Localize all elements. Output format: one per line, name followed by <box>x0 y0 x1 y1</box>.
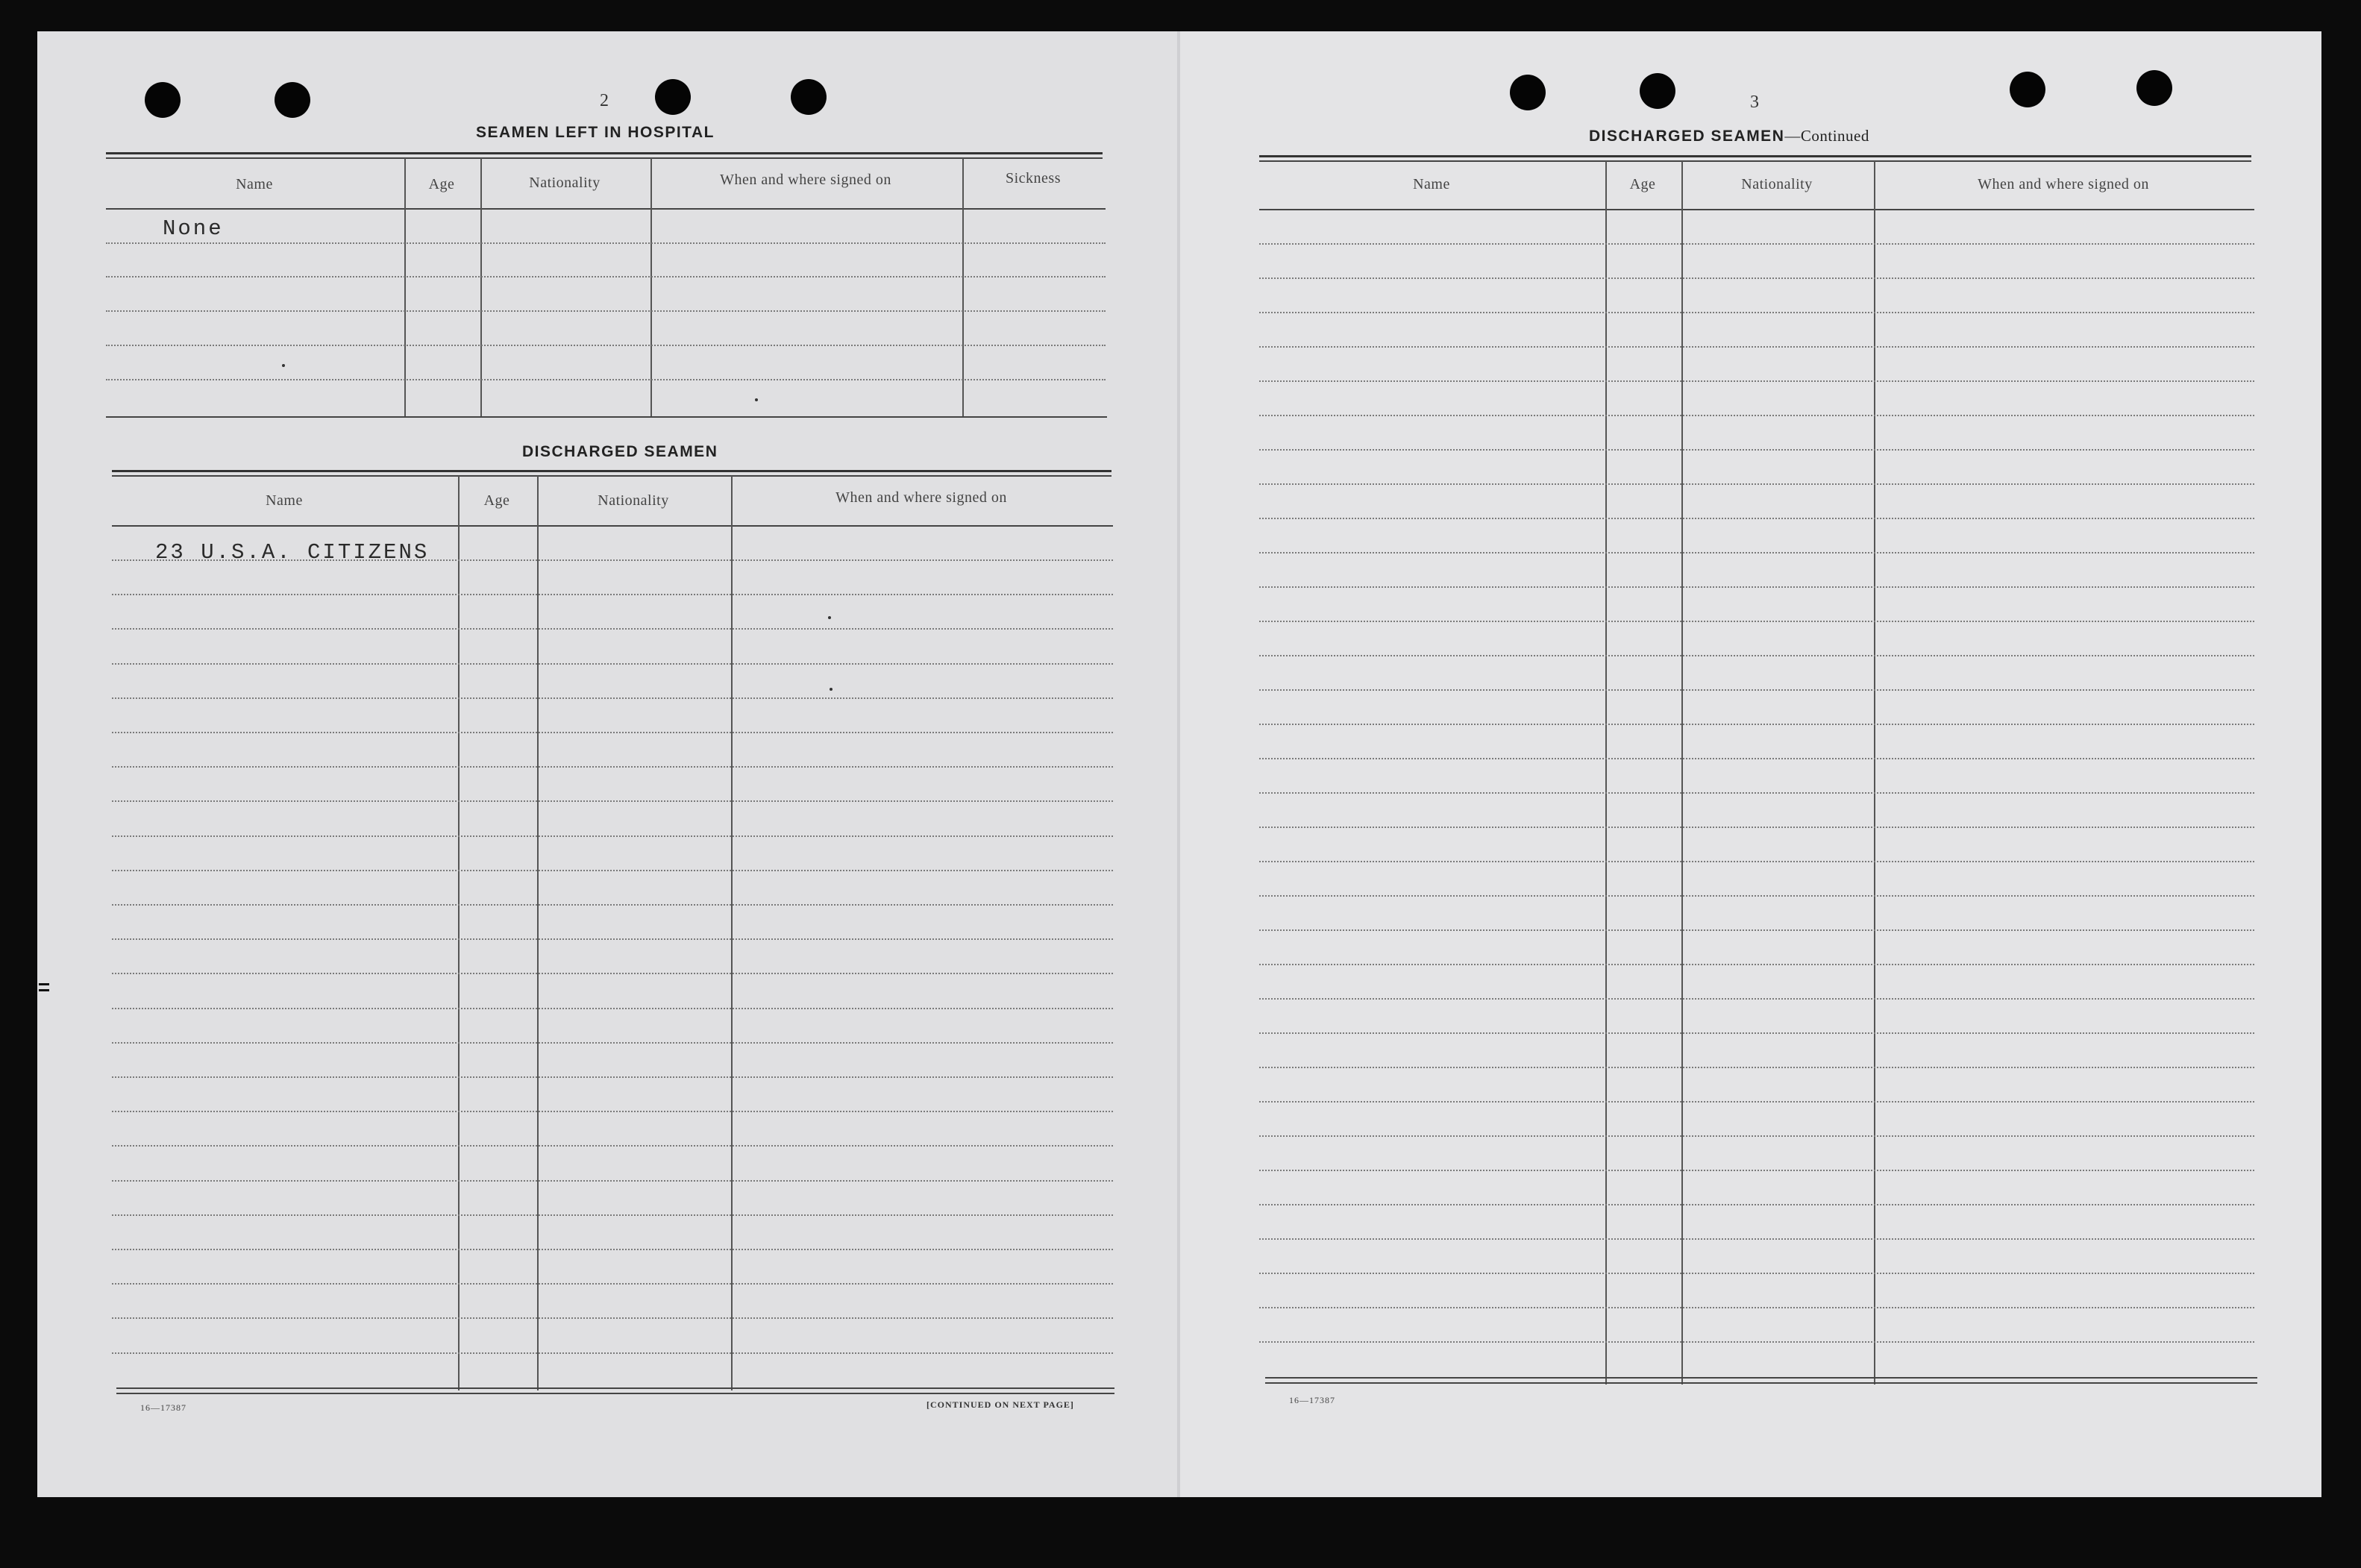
discharged-continued-title <box>1589 127 1869 145</box>
table-top-rule <box>1259 155 2251 157</box>
row-line <box>106 345 1106 346</box>
row-line <box>1259 655 2254 656</box>
row-line <box>1259 449 2254 451</box>
col-signed-on: When and where signed on <box>720 172 891 188</box>
row-line <box>1259 724 2254 725</box>
row-line <box>112 1145 1113 1147</box>
row-line <box>1259 1307 2254 1308</box>
column-divider <box>731 476 733 1390</box>
punch-hole <box>1640 73 1675 109</box>
row-line <box>112 732 1113 733</box>
row-line <box>1259 929 2254 931</box>
row-line <box>1259 518 2254 519</box>
header-rule <box>106 208 1106 210</box>
table-top-rule <box>1259 160 2251 162</box>
row-line <box>112 1352 1113 1354</box>
col-nationality: Nationality <box>529 175 601 191</box>
row-line <box>1259 792 2254 794</box>
row-line <box>1259 998 2254 1000</box>
col-name: Name <box>1413 176 1450 192</box>
row-line <box>1259 1135 2254 1137</box>
ink-speck <box>828 616 831 619</box>
row-line <box>112 1180 1113 1182</box>
punch-hole <box>145 82 181 118</box>
row-line <box>1259 415 2254 416</box>
col-name: Name <box>266 492 303 509</box>
table-bottom-rule <box>116 1393 1114 1394</box>
right-page <box>1180 31 2321 1497</box>
row-line <box>106 379 1106 380</box>
row-line <box>1259 552 2254 553</box>
title-suffix: —Continued <box>1784 127 1869 145</box>
row-line <box>1259 312 2254 313</box>
left-page <box>37 31 1179 1497</box>
row-line <box>1259 861 2254 862</box>
row-line <box>1259 1204 2254 1205</box>
punch-hole <box>1510 75 1546 110</box>
col-name: Name <box>236 176 273 192</box>
row-line <box>1259 621 2254 622</box>
punch-hole <box>655 79 691 115</box>
ink-speck <box>755 398 758 401</box>
punch-hole <box>275 82 310 118</box>
row-line <box>112 1008 1113 1009</box>
row-line <box>112 766 1113 768</box>
page-number-right: 3 <box>1750 92 1759 112</box>
column-divider <box>1681 161 1683 1384</box>
edge-mark <box>39 983 49 985</box>
ink-speck <box>830 688 833 691</box>
row-line <box>112 973 1113 974</box>
col-sickness: Sickness <box>1006 170 1061 186</box>
table-top-rule <box>112 470 1111 472</box>
row-line <box>112 628 1113 630</box>
row-line <box>112 1283 1113 1285</box>
row-line <box>112 938 1113 940</box>
row-line <box>106 276 1106 277</box>
row-line <box>112 1111 1113 1112</box>
row-line <box>1259 689 2254 691</box>
row-line <box>1259 1341 2254 1343</box>
table-top-rule <box>106 152 1103 154</box>
row-line <box>112 1214 1113 1216</box>
table-bottom-rule <box>116 1387 1114 1389</box>
col-signed-on: When and where signed on <box>835 489 1007 506</box>
row-line <box>106 310 1106 312</box>
col-nationality: Nationality <box>1741 176 1813 192</box>
row-line <box>1259 483 2254 485</box>
ink-speck <box>282 364 285 367</box>
table-bottom-rule <box>1265 1382 2257 1384</box>
row-line <box>112 1317 1113 1319</box>
row-line <box>1259 1067 2254 1068</box>
row-line <box>112 663 1113 665</box>
discharged-entry-name: 23 U.S.A. CITIZENS <box>155 540 430 565</box>
col-age: Age <box>1629 176 1656 192</box>
edge-mark <box>39 989 49 991</box>
table-top-rule <box>112 475 1111 477</box>
row-line <box>1259 758 2254 759</box>
column-divider <box>537 476 539 1390</box>
row-line <box>112 870 1113 871</box>
row-line <box>1259 1101 2254 1103</box>
row-line <box>112 1249 1113 1250</box>
column-divider <box>1874 161 1875 1384</box>
hospital-section-title: SEAMEN LEFT IN HOSPITAL <box>476 124 715 141</box>
header-rule <box>112 525 1113 527</box>
row-line <box>112 800 1113 802</box>
table-bottom-rule <box>106 416 1107 418</box>
row-line <box>1259 1238 2254 1240</box>
row-line <box>1259 1273 2254 1274</box>
row-line <box>1259 1032 2254 1034</box>
discharged-section-title: DISCHARGED SEAMEN <box>522 443 718 460</box>
page-number-left: 2 <box>600 91 609 110</box>
row-line <box>1259 827 2254 828</box>
form-number-right: 16—17387 <box>1289 1395 1335 1405</box>
row-line <box>112 1042 1113 1044</box>
row-line <box>1259 346 2254 348</box>
col-signed-on: When and where signed on <box>1978 176 2149 192</box>
column-divider <box>1605 161 1607 1384</box>
col-age: Age <box>428 176 455 192</box>
row-line <box>112 904 1113 906</box>
row-line <box>1259 586 2254 588</box>
table-top-rule <box>106 157 1103 159</box>
title-main: DISCHARGED SEAMEN <box>1589 128 1785 145</box>
row-line <box>1259 1170 2254 1171</box>
col-age: Age <box>483 492 510 509</box>
row-line <box>112 1076 1113 1078</box>
hospital-entry-name: None <box>163 216 224 241</box>
row-line <box>1259 895 2254 897</box>
row-line <box>112 594 1113 595</box>
row-line <box>112 835 1113 837</box>
punch-hole <box>2010 72 2045 107</box>
row-line <box>106 242 1106 244</box>
punch-hole <box>2136 70 2172 106</box>
col-nationality: Nationality <box>598 492 669 509</box>
row-line <box>1259 277 2254 279</box>
row-line <box>112 697 1113 699</box>
table-bottom-rule <box>1265 1377 2257 1379</box>
continued-note: [CONTINUED ON NEXT PAGE] <box>926 1399 1074 1410</box>
row-line <box>1259 964 2254 965</box>
column-divider <box>458 476 460 1390</box>
header-rule <box>1259 209 2254 210</box>
row-line <box>1259 243 2254 245</box>
row-line <box>1259 380 2254 382</box>
form-number-left: 16—17387 <box>140 1402 186 1413</box>
punch-hole <box>791 79 827 115</box>
